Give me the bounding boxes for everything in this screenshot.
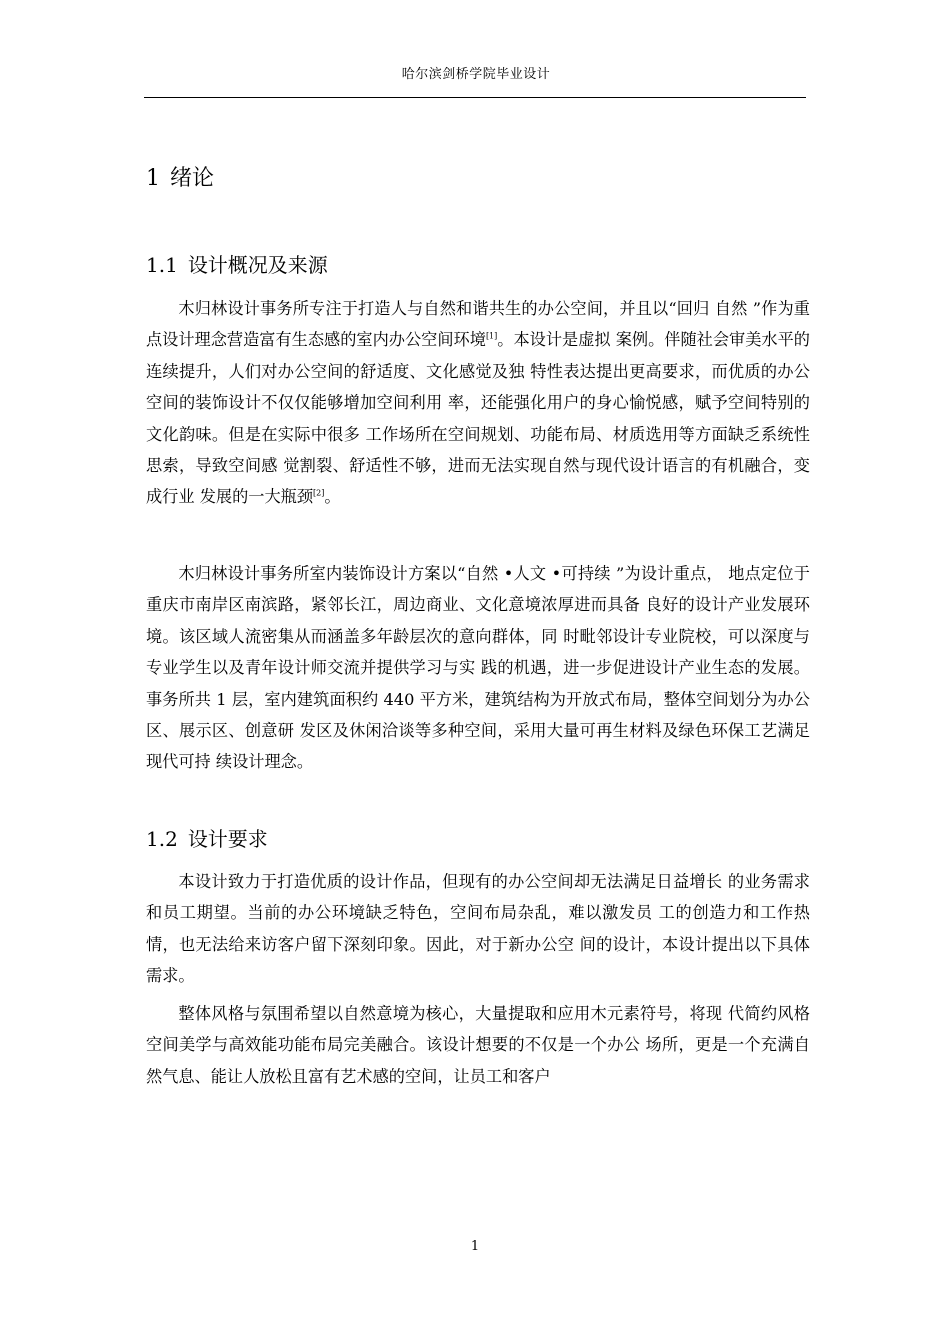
- section-title-text: 设计要求: [187, 827, 268, 851]
- paragraph: [146, 293, 810, 513]
- paragraph: 本设计致力于打造优质的设计作品，但现有的办公空间却无法满足日益增长 的业务需求和员工期望。当前的办公环境缺乏特色，空间布局杂乱，难以激发员 工的创造力和工作热情，也无法给来访客户留下深刻印象。因此，对于新办公空 间的设计，本设计提出以下具体需求。: [146, 872, 810, 986]
- section-title-1-1: [146, 251, 328, 279]
- paragraph: 整体风格与氛围希望以自然意境为核心，大量提取和应用木元素符号，将现 代简约风格空间美学与高效能功能布局完美融合。该设计想要的不仅是一个办公 场所，更是一个充满自然气息、能让人放松且富有艺术感的空间，让员工和客户: [146, 1004, 810, 1086]
- header-rule: [144, 97, 806, 98]
- section-number: 1.2: [146, 827, 178, 851]
- section-number: 1.1: [146, 253, 178, 277]
- citation: [1]: [485, 332, 498, 342]
- section-title-1-2: [146, 825, 268, 853]
- chapter-title-text: 绪论: [170, 166, 215, 191]
- paragraph-text: 。本设计是虚拟 案例。伴随社会审美水平的连续提升，人们对办公空间的舒适度、文化感觉及独 特性表达提出更高要求，而优质的办公空间的装饰设计不仅仅能够增加空间利用 率，还能强化用户的身心愉悦感，赋予空间特别的文化韵味。但是在实际中很多 工作场所在空间规划、功能布局、材质选用等方面缺乏系统性思索，导致空间感 觉割裂、舒适性不够，进而无法实现自然与现代设计语言的有机融合，变成行业 发展的一大瓶颈: [146, 330, 810, 507]
- page-number: 1: [470, 1239, 480, 1254]
- paragraph-text: 木归林设计事务所专注于打造人与自然和谐共生的办公空间，并且以“回归 自然 ”作为重点设计理念营造富有生态感的室内办公空间环境: [146, 299, 810, 350]
- running-header: 哈尔滨剑桥学院毕业设计: [401, 67, 551, 82]
- chapter-title: [146, 164, 214, 194]
- citation: [2]: [313, 489, 325, 499]
- section-title-text: 设计概况及来源: [187, 253, 328, 277]
- paragraph-end: 。: [324, 487, 341, 507]
- paragraph: 木归林设计事务所室内装饰设计方案以“自然 •人文 •可持续 ”为设计重点， 地点定位于重庆市南岸区南滨路，紧邻长江，周边商业、文化意境浓厚进而具备 良好的设计产业发展环境。该区域人流密集从而涵盖多年龄层次的意向群体，同 时毗邻设计专业院校，可以深度与专业学生以及青年设计师交流并提供学习与实 践的机遇，进一步促进设计产业生态的发展。事务所共 1 层，室内建筑面积约 440 平方米，建筑结构为开放式布局，整体空间划分为办公区、展示区、创意研 发区及休闲洽谈等多种空间，采用大量可再生材料及绿色环保工艺满足现代可持 续设计理念。: [146, 564, 810, 772]
- chapter-number: 1: [146, 166, 160, 191]
